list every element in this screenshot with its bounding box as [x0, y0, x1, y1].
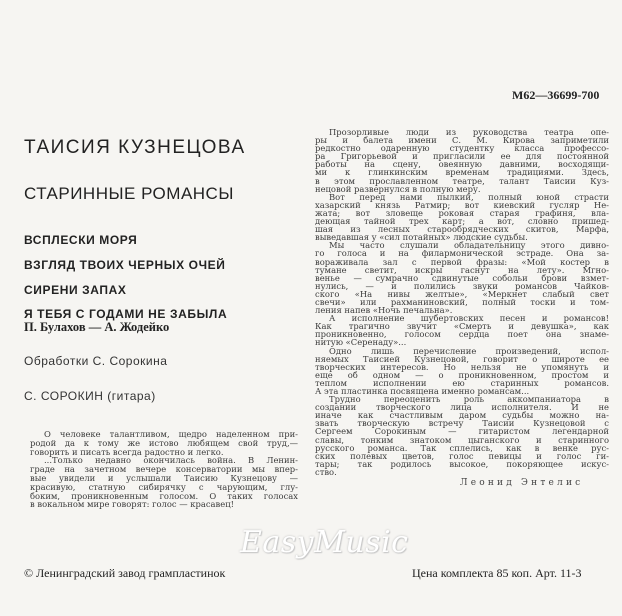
text-line: проникновенно, голосом сердца поет она знаме- — [315, 329, 609, 340]
watermark: EasyMusic — [240, 525, 409, 560]
text-line: ...Только недавно окончилась война. В Ленин- — [44, 455, 298, 466]
text-line: ство. — [315, 466, 337, 477]
text-line: родой да к тому же истово любящем свой труд,— — [30, 437, 298, 448]
text-line: жата; вот зловеще роковая старая графиня, вла- — [315, 207, 609, 218]
liner-notes-right — [315, 128, 609, 476]
text-line: няемых Таисией Кузнецовой, говорит о широте ее — [315, 353, 609, 364]
text-line: красивую, статную сибирячку с чарующим, глу- — [30, 481, 298, 492]
text-line: работы на сцену, овеянную давними, восходящи- — [315, 159, 609, 170]
text-line: О человеке талантливом, щедро наделенном при- — [44, 429, 298, 439]
album-title: СТАРИННЫЕ РОМАНСЫ — [24, 184, 234, 203]
text-line: творческих интересов. Но нельзя не упомянуть и — [315, 361, 609, 372]
text-line: ления напев «Ночь печальна». — [315, 305, 453, 316]
text-line: го голоса и на филармонической эстраде. Она за- — [315, 248, 609, 259]
text-line: венье — сумрачно сдвинутые собольи брови взмет- — [315, 272, 609, 283]
text-line: русского романса. Так сплелись, как в венке рус- — [315, 442, 609, 453]
text-line: А эта пластинка посвящена именно романсам... — [315, 386, 530, 396]
text-line: хазарский князь Ратмир; вот киевский гусляр Не- — [315, 199, 609, 210]
text-line: звать творческую встречу Таисии Кузнецовой с — [315, 418, 609, 429]
text-line: вые увидели и услышали Таисию Кузнецову — — [30, 472, 298, 483]
price-info: Цена комплекта 85 коп. Арт. 11-3 — [412, 566, 582, 580]
track-title: Я ТЕБЯ С ГОДАМИ НЕ ЗАБЫЛА — [24, 307, 228, 321]
text-line: свечи» или рахманиновский, полный тоски и том- — [315, 296, 609, 307]
text-line: нулись, — и полились звуки романсов Чайков- — [315, 280, 609, 291]
text-line: деющая тайной трех карт; а вот, словно пришед- — [315, 216, 609, 227]
text-line: Как трагично звучит «Смерть и девушка», как — [315, 321, 609, 332]
text-line: ми к глинкинским временам традициями. Здесь, — [315, 167, 609, 178]
text-line: Прозорливые люди из руководства театра опе- — [329, 127, 609, 137]
arrangement-credit: Обработки С. Сорокина — [24, 354, 168, 368]
text-line: выведавшая у «сил потайных» людские судьбы. — [315, 232, 528, 243]
text-line: тары; так родилось высокое, покоряющее искус- — [315, 458, 609, 469]
track-title: ВСПЛЕСКИ МОРЯ — [24, 233, 138, 247]
text-line: ра Григорьевой и пригласили ее для постоянной — [315, 151, 609, 162]
liner-notes-left — [30, 430, 298, 509]
text-line: говорить и писать всегда радостно и легко. — [30, 446, 224, 457]
text-line: тумане светит, искры гаснут на лету». Мгно- — [315, 264, 609, 275]
text-line: создании творческого лица исполнителя. И не — [315, 402, 609, 413]
author-signature: Леонид Энтелис — [460, 478, 584, 488]
performer-credit: С. СОРОКИН (гитара) — [24, 389, 156, 403]
text-line: вораживала зал с первой фразы: «Мой костер в — [315, 256, 609, 267]
text-line: редкостно одаренную студентку класса профессо- — [315, 143, 609, 154]
track-title: ВЗГЛЯД ТВОИХ ЧЕРНЫХ ОЧЕЙ — [24, 258, 226, 272]
text-line: славы, тонким знатоком цыганского и старинного — [315, 434, 609, 445]
artist-name: ТАИСИЯ КУЗНЕЦОВА — [24, 137, 246, 158]
text-line: нитую «Серенаду»... — [315, 337, 407, 348]
text-line: еще об одном — о проникновенном, простом и — [315, 369, 609, 380]
text-line: нецовой развернулся в полную меру. — [315, 183, 481, 194]
text-line: иначе как счастливым даром судьбы можно на- — [315, 410, 609, 421]
text-line: Вот перед нами пылкий, полный юной страсти — [329, 191, 609, 202]
text-line: шая из лесных старообрядческих скитов, Марфа, — [315, 224, 609, 235]
composers: П. Булахов — А. Жодейко — [24, 320, 170, 334]
text-line: ского «На нивы желтые», «Меркнет слабый свет — [315, 288, 609, 299]
text-line: Сергеем Сорокиным — гитаристом легендарной — [315, 426, 609, 437]
text-line: в этом прославленном театре, талант Таисии Куз- — [315, 175, 609, 186]
text-line: Одно лишь перечисление произведений, испол- — [329, 345, 609, 356]
manufacturer: © Ленинградский завод грампластинок — [24, 566, 226, 580]
text-line: в вокальном мире говорят: голос — красавец! — [30, 499, 234, 510]
text-line: теплом исполнении ею старинных романсов. — [315, 377, 609, 388]
track-title: СИРЕНИ ЗАПАХ — [24, 283, 127, 297]
text-line: Трудно переоценить роль аккомпаниатора в — [329, 394, 609, 405]
text-line: граде на зачетном вечере консерватории мы впер- — [30, 464, 298, 475]
text-line: боким, проникновенным голосом. О таких голосах — [30, 490, 298, 501]
catalog-number: М62—36699-700 — [512, 88, 600, 102]
text-line: ры и балета имени С. М. Кирова заприметили — [315, 135, 609, 146]
text-line: А исполнение шубертовских песен и романсов! — [329, 313, 609, 324]
text-line: ских полевых цветов, голос певицы и голос ги- — [315, 450, 609, 461]
text-line: Мы часто слушали обладательницу этого дивно- — [329, 240, 609, 251]
